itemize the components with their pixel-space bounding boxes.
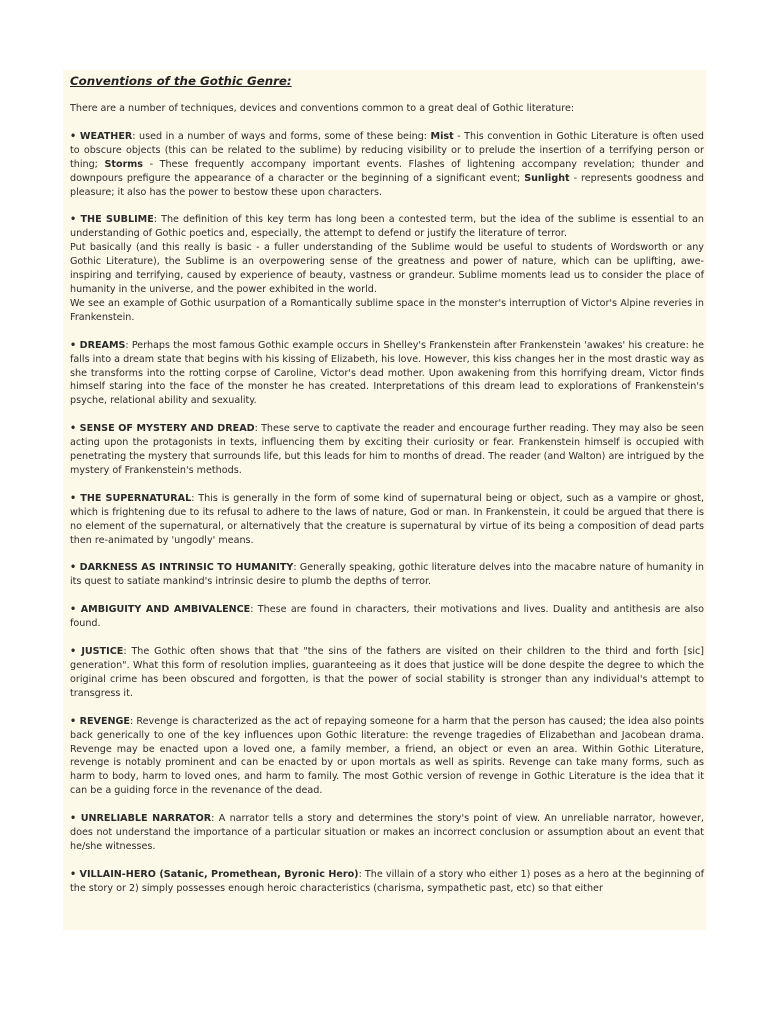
section-heading: • THE SUBLIME (70, 214, 154, 226)
section-revenge: • REVENGE: Revenge is characterized as the act of repaying someone for a harm that the person has caused; the idea also points back generically to one of the key influences upon Gothic literature: the revenge tragedies of Elizabethan and Jacobean drama. Revenge may be enacted upon a loved one, a family member, a friend, an object or even an area. Within Gothic Literature, revenge is notably prominent and can be enacted by or upon mortals as well as spirits. Revenge can take many forms, such as harm to body, harm to loved ones, and harm to family. The most Gothic version of revenge in Gothic Literature is the idea that it can be a guiding force in the revenance of the dead. (70, 715, 704, 797)
section-weather: • WEATHER: used in a number of ways and forms, some of these being: Mist - This convention in Gothic Literature is often used to obscure objects (this can be related to the sublime) by reducing visibility or to prelude the insertion of a terrifying person or thing; Storms - These frequently accompany important events. Flashes of lightening accompany revelation; thunder and downpours prefigure the appearance of a character or the beginning of a significant event; Sunlight - represents goodness and pleasure; it also has the power to bestow these upon characters. (70, 130, 705, 198)
section-heading: • UNRELIABLE NARRATOR (70, 813, 212, 825)
section-heading: • JUSTICE (70, 646, 124, 658)
document-page (63, 70, 706, 930)
section-heading: • VILLAIN-HERO (Satanic, Promethean, Byronic Hero) (70, 868, 359, 880)
section-heading: • DARKNESS AS INTRINSIC TO HUMANITY (70, 562, 294, 574)
section-heading: • WEATHER (70, 130, 133, 142)
section-sublime: • THE SUBLIME: The definition of this key term has long been a contested term, but the idea of the sublime is essential to an understanding of Gothic poetics and, especially, the attempt to defend or justify the literature of terror. Put basically (and this really is basic - a fuller understanding of the Sublime would be useful to students of Wordsworth or any Gothic Literature), the Sublime is an overpowering sense of the greatness and power of nature, which can be uplifting, awe-inspiring and terrifying, caused by experience of beauty, vastness or grandeur. Sublime moments lead us to consider the place of humanity in the universe, and the power exhibited in the world. We see an example of Gothic usurpation of a Romantically sublime space in the monster's interruption of Victor's Alpine reveries in Frankenstein. (70, 214, 704, 323)
section-supernatural: • THE SUPERNATURAL: This is generally in the form of some kind of supernatural being or object, such as a vampire or ghost, which is frightening due to its refusal to adhere to the laws of nature, God or man. In Frankenstein, it could be argued that there is no element of the supernatural, or alternatively that the creature is supernatural by virtue of its being a composition of dead parts then re-animated by 'ungodly' means. (70, 492, 704, 546)
section-heading: • DREAMS (70, 339, 126, 351)
term-sunlight: Sunlight (524, 172, 570, 184)
section-mystery: • SENSE OF MYSTERY AND DREAD: These serve to captivate the reader and encourage further reading. They may also be seen acting upon the protagonists in texts, influencing them by exciting their curiosity or fear. Frankenstein himself is occupied with penetrating the mystery that surrounds life, but this leads for him to months of dread. The reader (and Walton) are intrigued by the mystery of Frankenstein's methods. (70, 423, 704, 476)
intro-paragraph: There are a number of techniques, devices and conventions common to a great deal of Gothic literature: (70, 103, 575, 114)
section-unreliable-narrator: • UNRELIABLE NARRATOR: A narrator tells a story and determines the story's point of view. An unreliable narrator, however, does not understand the importance of a particular situation or makes an incorrect conclusion or assumption about an event that he/she witnesses. (70, 813, 704, 852)
section-ambiguity: • AMBIGUITY AND AMBIVALENCE: These are found in characters, their motivations and lives. Duality and antithesis are also found. (70, 604, 704, 630)
section-heading: • THE SUPERNATURAL (70, 492, 192, 504)
section-darkness: • DARKNESS AS INTRINSIC TO HUMANITY: Generally speaking, gothic literature delves into the macabre nature of humanity in its quest to satiate mankind's intrinsic desire to plumb the depths of terror. (70, 562, 705, 588)
section-heading: • SENSE OF MYSTERY AND DREAD (70, 423, 255, 435)
section-heading: • REVENGE (70, 715, 130, 727)
term-storms: Storms (104, 158, 144, 170)
section-villain-hero: • VILLAIN-HERO (Satanic, Promethean, Byronic Hero): The villain of a story who either 1) poses as a hero at the beginning of the story or 2) simply possesses enough heroic characteristics (charisma, sympathetic past, etc) so that either (70, 868, 704, 894)
section-justice: • JUSTICE: The Gothic often shows that that "the sins of the fathers are visited on their children to the third and forth [sic] generation". What this form of resolution implies, guaranteeing as it does that justice will be done despite the degree to which the original crime has been obscured and forgotten, is that the power of social stability is stronger than any individual's attempt to transgress it. (70, 646, 705, 699)
section-heading: • AMBIGUITY AND AMBIVALENCE (70, 604, 251, 616)
term-mist: Mist (430, 130, 454, 142)
section-dreams: • DREAMS: Perhaps the most famous Gothic example occurs in Shelley's Frankenstein after Frankenstein 'awakes' his creature: he falls into a dream state that begins with his kissing of Elizabeth, his love. However, this kiss changes her in the most drastic way as she transforms into the rotting corpse of Caroline, Victor's dead mother. Upon awakening from this horrifying dream, Victor finds himself staring into the face of the monster he has created. Interpretations of this dream lead to explorations of Frankenstein's psyche, relational ability and sexuality. (70, 339, 704, 407)
document-title: Conventions of the Gothic Genre: (70, 74, 292, 88)
